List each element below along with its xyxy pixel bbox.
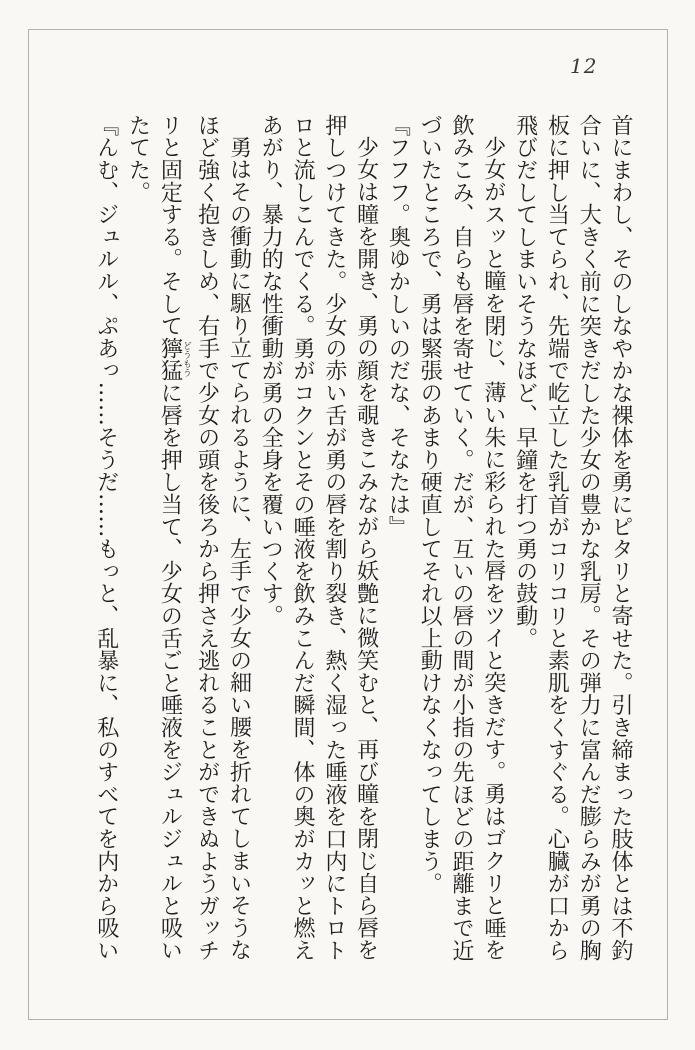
- text-column: 首にまわし、そのしなやかな裸体を勇にピタリと寄せた。引き締まった肢体とは不釣: [608, 114, 633, 962]
- text-column: 『フフフ。奥ゆかしいのだな、そなたは』: [385, 114, 411, 538]
- vertical-text-block: [90, 114, 636, 962]
- text-column: ほど強く抱きしめ、右手で少女の頭を後ろから押さえ逃れることができぬようガッチ: [194, 114, 220, 962]
- ruby-annotated-word: 獰猛どうもう: [157, 337, 191, 382]
- text-column: リと固定する。そして獰猛どうもうに唇を押し当て、少女の舌ごと唾液をジュルジュルと吸い: [157, 114, 191, 962]
- text-column: 押しつけてきた。少女の赤い舌が勇の唇を割り裂き、熱く湿った唾液を口内にトロト: [321, 114, 347, 962]
- text-column: 少女がスッと瞳を閉じ、薄い朱に彩られた唇をツイと突きだす。勇はゴクリと唾を: [480, 136, 506, 962]
- text-column: たてた。: [125, 114, 151, 204]
- text-column: 飲みこみ、自らも唇を寄せていく。だが、互いの唇の間が小指の先ほどの距離まで近: [449, 114, 475, 962]
- text-column: 合いに、大きく前に突きだした少女の豊かな乳房。その弾力に富んだ膨らみが勇の胸: [576, 114, 602, 962]
- text-column: 『んむ、ジュルル、ぷあっ……そうだ……もっと、乱暴に、私のすべてを内から吸い: [93, 114, 119, 962]
- text-column: 少女は瞳を開き、勇の顔を覗きこみながら妖艶に微笑むと、再び瞳を閉じ自ら唇を: [353, 136, 379, 962]
- text-column: ロと流しこんでくる。勇がコクンとその唾液を飲みこんだ瞬間、体の奥がカッと燃え: [290, 114, 316, 962]
- text-column: 勇はその衝動に駆り立てられるように、左手で少女の細い腰を折れてしまいそうな: [226, 136, 252, 962]
- text-column: 飛びだしてしまいそうなほど、早鐘を打つ勇の鼓動。: [512, 114, 538, 650]
- text-column: あがり、暴力的な性衝動が勇の全身を覆いつくす。: [258, 114, 284, 627]
- text-column: 板に押し当てられ、先端で屹立した乳首がコリコリと素肌をくすぐる。心臓が口から: [544, 114, 570, 962]
- text-column: づいたところで、勇は緊張のあまり硬直してそれ以上動けなくなってしまう。: [417, 114, 443, 895]
- page-number: 12: [570, 54, 598, 78]
